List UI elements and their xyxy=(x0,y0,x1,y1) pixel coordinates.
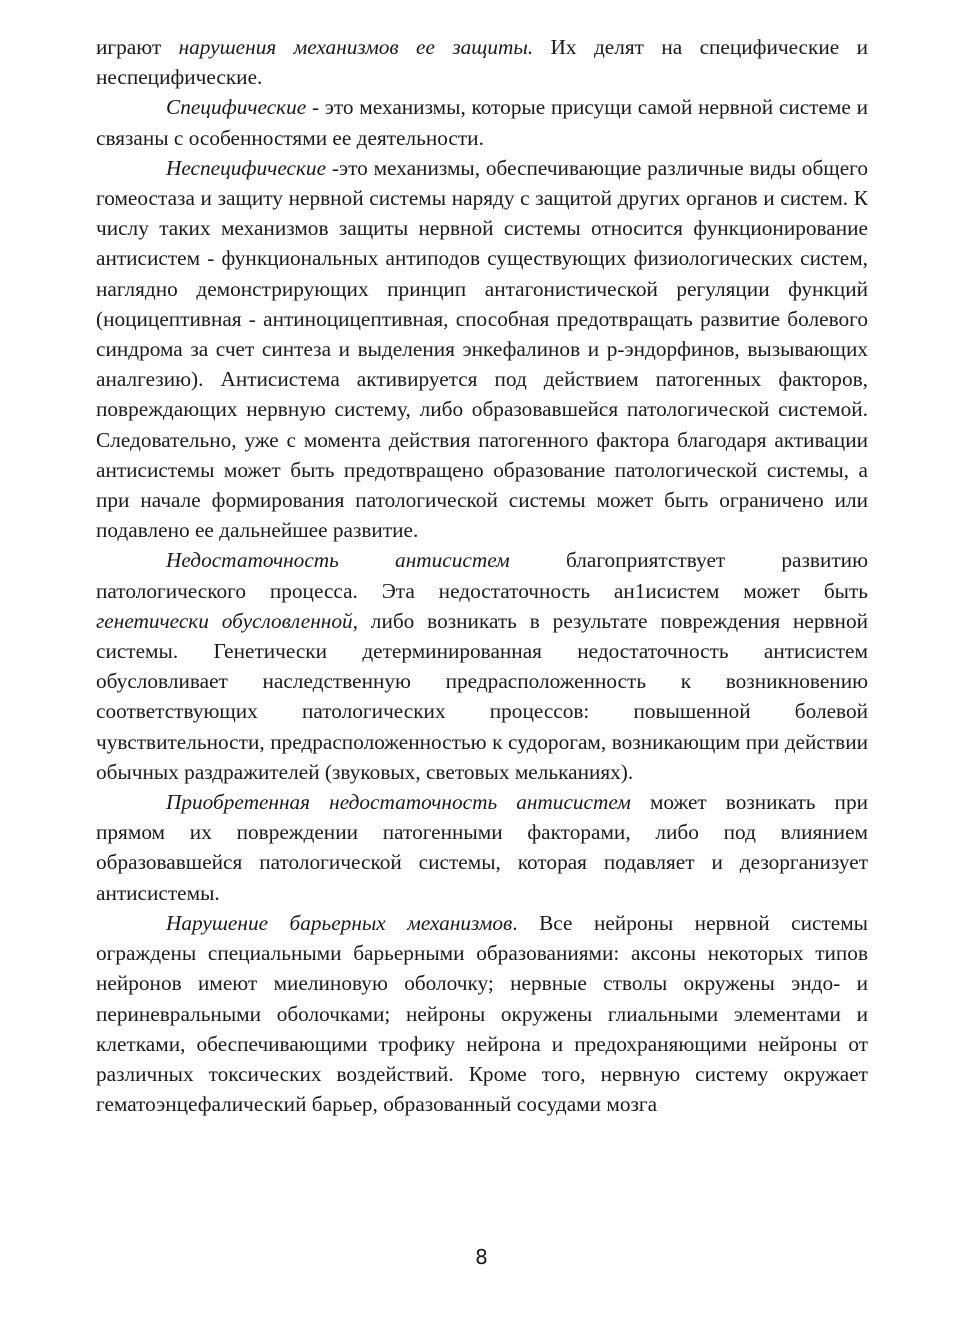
text-segment: может возникать при прямом их повреждении патогенными факторами, либо под влиянием образовавшейся патологической системы, которая подавляет и дезорганизует антисистемы. xyxy=(96,790,868,905)
paragraph-6 xyxy=(96,908,868,1119)
text-segment: -это механизмы, обеспечивающие различные виды общего гомеостаза и защиту нервной системы наряду с защитой других органов и систем. К числу таких механизмов защиты нервной системы относится функционирование антисистем - функциональных антиподов существующих физиологических систем, наглядно демонстрирующих принцип антагонистической регуляции функций (ноцицептивная - антиноцицептивная, способная предотвращать развитие болевого синдрома за счет синтеза и выделения энкефалинов и р-эндорфинов, вызывающих аналгезию). Антисистема активируется под действием патогенных факторов, повреждающих нервную систему, либо образовавшейся патологической системой. Следовательно, уже с момента действия патогенного фактора благодаря активации антисистемы может быть предотвращено образование патологической системы, а при начале формирования патологической системы может быть ограничено или подавлено ее дальнейшее развитие. xyxy=(96,155,868,543)
italic-term: Нарушение барьерных механизмов xyxy=(166,910,513,935)
text-segment: благоприятствует развитию патологического процесса. Эта недостаточность ан1исистем может быть xyxy=(96,548,868,603)
italic-term: генетически обусловленной xyxy=(96,608,353,633)
paragraph-5 xyxy=(96,787,868,908)
text-segment: Их делят на специфические и неспецифические. xyxy=(96,35,868,90)
text-segment: , либо возникать в результате повреждения нервной системы. Генетически детерминированная недостаточность антисистем обусловливает наследственную предрасположенность к возникновению соответствующих патологических процессов: повышенной болевой чувствительности, предрасположенностью к судорогам, возникающим при действии обычных раздражителей (звуковых, световых мельканиях). xyxy=(96,608,868,784)
text-segment: - это механизмы, которые присущи самой нервной системе и связаны с особенностями ее деятельности. xyxy=(96,95,868,150)
italic-term: Недостаточность антисистем xyxy=(166,548,510,573)
italic-term: Специфические xyxy=(166,95,307,120)
italic-term: Приобретенная недостаточность антисистем xyxy=(166,790,631,815)
italic-term: нарушения механизмов ее защиты. xyxy=(178,35,534,59)
italic-term: Неспецифические xyxy=(166,155,327,180)
text-segment: . Все нейроны нервной системы ограждены специальными барьерными образованиями: аксоны некоторых типов нейронов имеют миелиновую оболочку; нервные стволы окружены эндо- и периневральными оболочками; нейроны окружены глиальными элементами и клетками, обеспечивающими трофику нейрона и предохраняющими нейроны от различных токсических воздействий. Кроме того, нервную систему окружает гематоэнцефалический барьер, образованный сосудами мозга xyxy=(96,910,868,1117)
page-body xyxy=(96,32,868,1119)
text-segment: играют xyxy=(96,35,179,59)
paragraph-3 xyxy=(96,153,868,546)
page-number: 8 xyxy=(475,1245,488,1269)
paragraph-4 xyxy=(96,545,868,787)
paragraph-1 xyxy=(96,32,868,92)
paragraph-2 xyxy=(96,92,868,152)
